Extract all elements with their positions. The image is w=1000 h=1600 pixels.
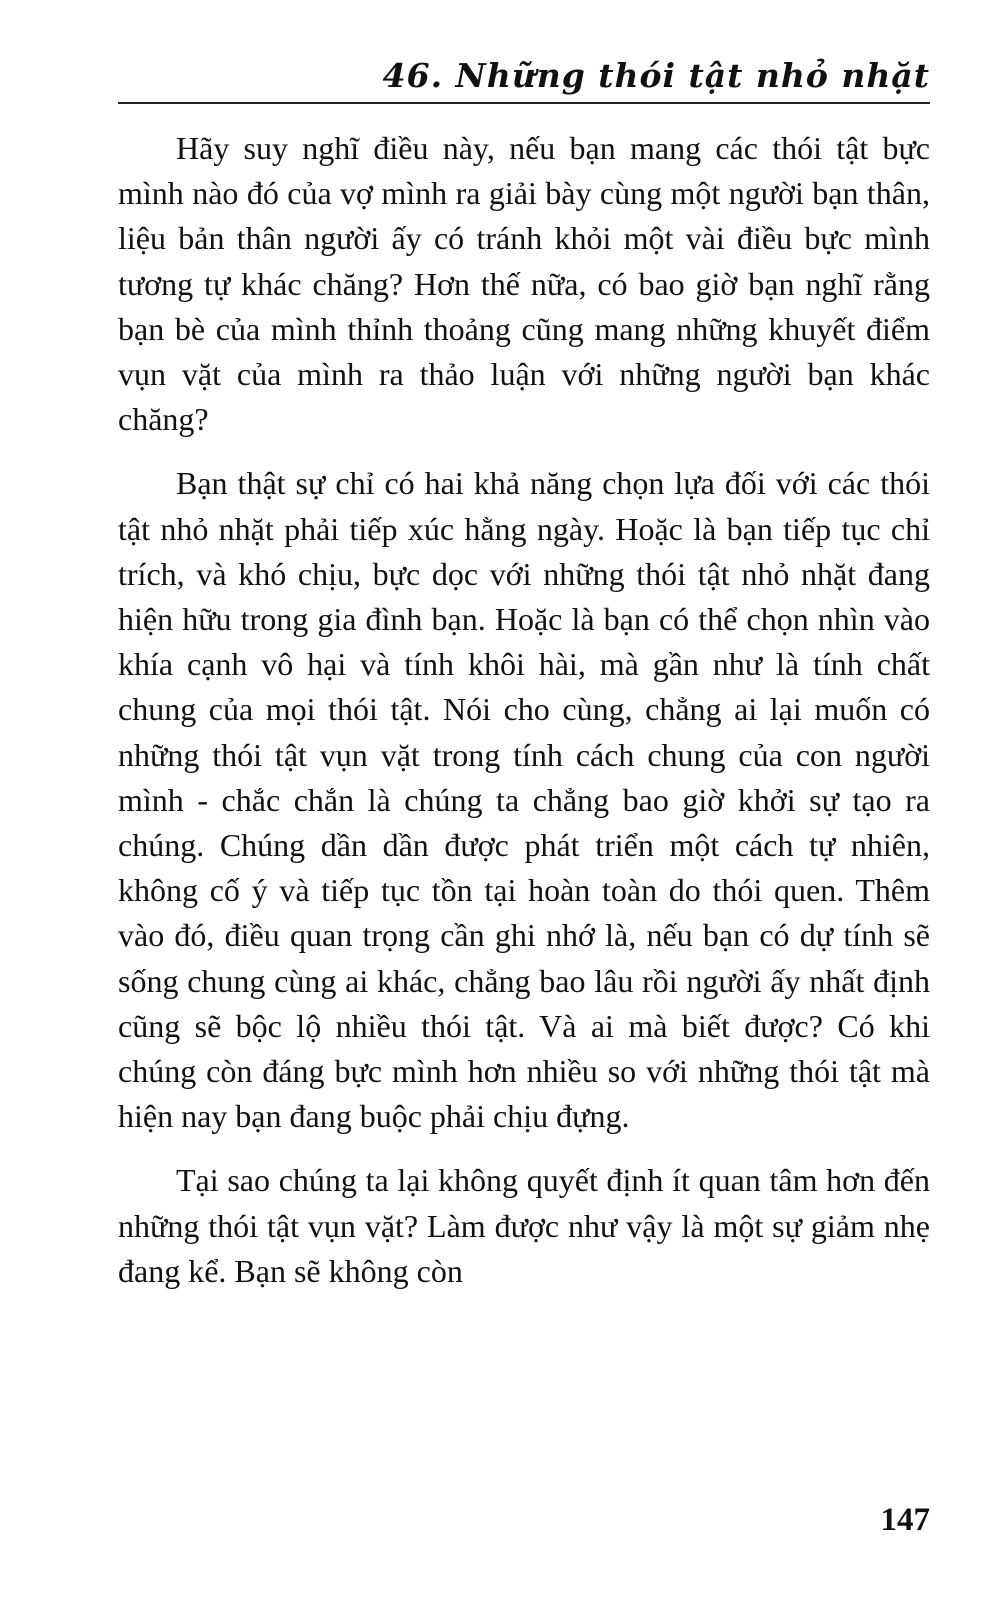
page-body (118, 126, 930, 1313)
body-paragraph-1: Hãy suy nghĩ điều này, nếu bạn mang các thói tật bực mình nào đó của vợ mình ra giải bày cùng một người bạn thân, liệu bản thân người ấy có tránh khỏi một vài điều bực mình tương tự khác chăng? Hơn thế nữa, có bao giờ bạn nghĩ rằng bạn bè của mình thỉnh thoảng cũng mang những khuyết điểm vụn vặt của mình ra thảo luận với những người bạn khác chăng? (118, 130, 930, 438)
chapter-title: 46. Những thói tật nhỏ nhặt (382, 56, 930, 95)
body-paragraph-2: Bạn thật sự chỉ có hai khả năng chọn lựa đối với các thói tật nhỏ nhặt phải tiếp xúc hằng ngày. Hoặc là bạn tiếp tục chỉ trích, và khó chịu, bực dọc với những thói tật nhỏ nhặt đang hiện hữu trong gia đình bạn. Hoặc là bạn có thể chọn nhìn vào khía cạnh vô hại và tính khôi hài, mà gần như là tính chất chung của mọi thói tật. Nói cho cùng, chẳng ai lại muốn có những thói tật vụn vặt trong tính cách chung của con người mình - chắc chắn là chúng ta chẳng bao giờ khởi sự tạo ra chúng. Chúng dần dần được phát triển một cách tự nhiên, không cố ý và tiếp tục tồn tại hoàn toàn do thói quen. Thêm vào đó, điều quan trọng cần ghi nhớ là, nếu bạn có dự tính sẽ sống chung cùng ai khác, chẳng bao lâu rồi người ấy nhất định cũng sẽ bộc lộ nhiều thói tật. Và ai mà biết được? Có khi chúng còn đáng bực mình hơn nhiều so với những thói tật mà hiện nay bạn đang buộc phải chịu đựng. (118, 465, 930, 1135)
page-number: 147 (880, 1502, 930, 1538)
running-header (118, 52, 930, 104)
body-paragraph-3: Tại sao chúng ta lại không quyết định ít quan tâm hơn đến những thói tật vụn vặt? Làm được như vậy là một sự giảm nhẹ đang kể. Bạn sẽ không còn (118, 1162, 930, 1289)
